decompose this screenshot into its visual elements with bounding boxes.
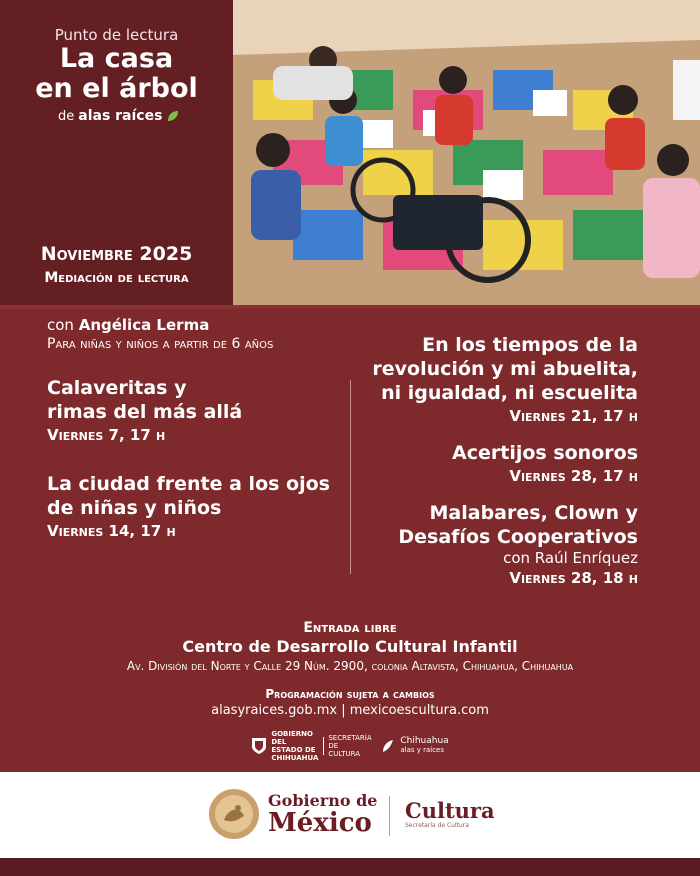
event-title: Desafíos Cooperativos: [398, 526, 638, 548]
host-name: Angélica Lerma: [78, 316, 210, 334]
footer: [0, 772, 700, 858]
footer-divider: [389, 796, 390, 836]
national-seal-icon: [208, 788, 260, 840]
gobierno-de-mexico-logo: [208, 788, 377, 840]
hero: [0, 0, 700, 305]
logo-divider: [323, 737, 324, 755]
event: [47, 376, 347, 444]
gob-line2: México: [268, 808, 372, 838]
month: Noviembre 2025: [40, 243, 193, 265]
column-divider: [350, 380, 351, 574]
gob-chihuahua-text: GOBIERNO DEL ESTADO DE CHIHUAHUA: [271, 730, 319, 762]
event-date: Viernes 14, 17 h: [47, 522, 176, 540]
event-date: Viernes 28, 17 h: [509, 467, 638, 485]
event-date: Viernes 7, 17 h: [47, 426, 166, 444]
gob-chihuahua-logo: [251, 730, 372, 762]
event-date: Viernes 28, 18 h: [509, 569, 638, 587]
kicker: Punto de lectura: [54, 26, 179, 44]
website-links[interactable]: alasyraices.gob.mx | mexicoescultura.com: [211, 703, 489, 718]
venue-name: Centro de Desarrollo Cultural Infantil: [182, 637, 518, 656]
event-date: Viernes 21, 17 h: [509, 407, 638, 425]
event: [360, 441, 638, 485]
partner-logos: [0, 730, 700, 762]
chihuahua-alas-logo: [380, 737, 448, 755]
event-title: rimas del más allá: [47, 401, 243, 423]
page-title-line2: en el árbol: [35, 73, 198, 104]
audience: Para niñas y niños a partir de 6 años: [47, 336, 274, 352]
by-prefix: de: [58, 108, 75, 124]
gob-line1: Gobierno de: [268, 791, 378, 810]
event-guest: con Raúl Enríquez: [503, 549, 638, 567]
bottom-bar: [0, 858, 700, 876]
event-title: revolución y mi abuelita,: [372, 358, 638, 380]
secretaria-cultura-logo: [405, 800, 495, 829]
venue-address: Av. División del Norte y Calle 29 Núm. 2900, colonia Altavista, Chihuahua, Chihuahua: [126, 659, 574, 673]
venue-info: [0, 620, 700, 718]
title-panel: [0, 0, 233, 305]
children-reading-photo: [233, 0, 700, 305]
event-title: Malabares, Clown y: [429, 502, 638, 524]
cultura-text: Cultura: [405, 798, 495, 823]
leaf-icon: [166, 109, 180, 123]
sec-cultura-text: SECRETARÍA DE CULTURA: [328, 734, 372, 758]
right-column: [360, 333, 638, 587]
alas-raices-text: alas y raíces: [400, 746, 445, 754]
event-title: Calaveritas y: [47, 377, 187, 399]
event: [360, 333, 638, 425]
byline: [58, 108, 180, 124]
with-prefix: con: [47, 316, 74, 334]
event-title: En los tiempos de la: [422, 334, 638, 356]
event-title: de niñas y niños: [47, 497, 222, 519]
alas-raices-logo: alas raíces: [78, 108, 163, 124]
event-title: Acertijos sonoros: [452, 442, 638, 464]
chihuahua-text: Chihuahua: [400, 736, 449, 746]
page-title-line1: La casa: [59, 43, 174, 74]
cultura-subtext: Secretaría de Cultura: [405, 822, 469, 829]
activity: Mediación de lectura: [44, 270, 189, 286]
tree-icon: [380, 738, 396, 754]
band: [0, 305, 700, 309]
changes-note: Programación sujeta a cambios: [265, 687, 435, 701]
event-title: ni igualdad, ni escuelita: [381, 382, 638, 404]
host-line: [47, 316, 347, 334]
event: [47, 472, 347, 540]
entry-label: Entrada libre: [303, 620, 397, 636]
event-title: La ciudad frente a los ojos: [47, 473, 330, 495]
left-column: [47, 316, 347, 540]
shield-icon: [251, 737, 267, 755]
event: [360, 501, 638, 587]
